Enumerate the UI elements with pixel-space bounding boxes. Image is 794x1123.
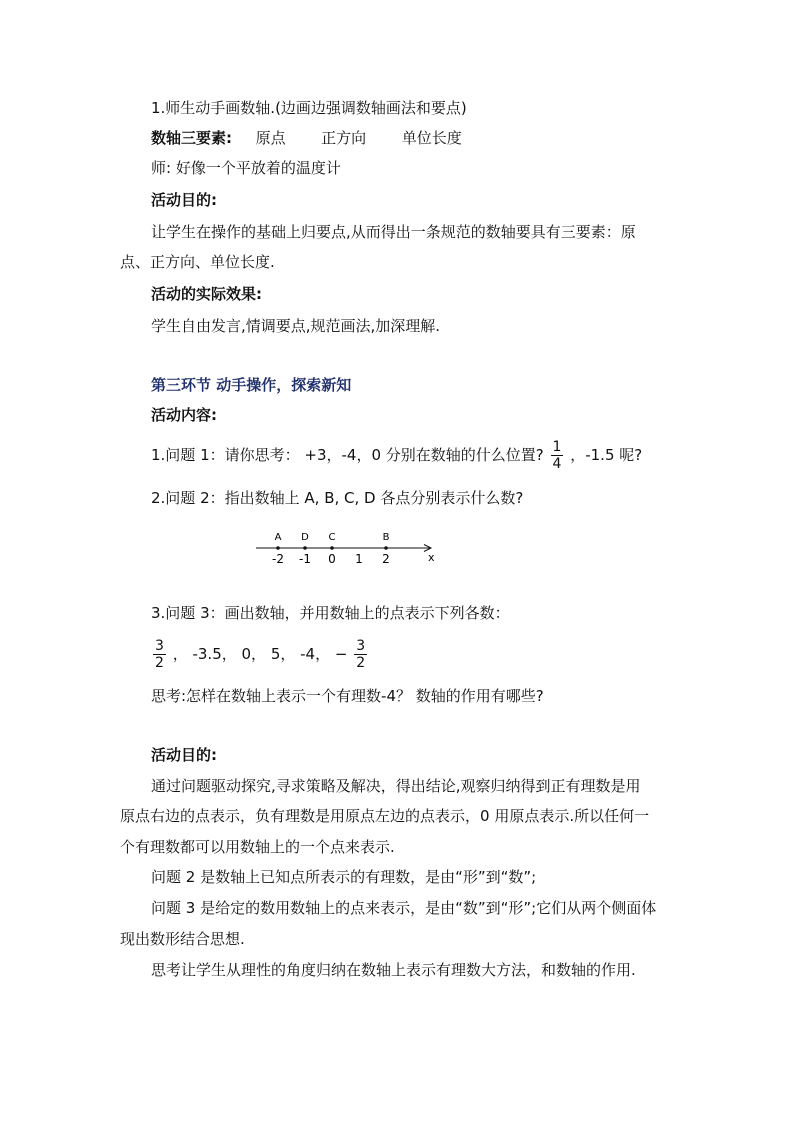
purpose-text-3: 问题 2 是数轴上已知点所表示的有理数，是由“形”到“数”; — [151, 868, 537, 886]
axis-label-x: x — [428, 551, 435, 564]
line-draw-axis: 1.师生动手画数轴.(边画边强调数轴画法和要点) — [151, 99, 467, 117]
element-unit: 单位长度 — [401, 129, 462, 147]
tick-label: 1 — [355, 552, 363, 566]
tick-label: -1 — [299, 552, 311, 566]
purpose-text-2c: 个有理数都可以用数轴上的一个点来表示. — [120, 838, 395, 856]
purpose-text-2a: 通过问题驱动探究,寻求策略及解决，得出结论,观察归纳得到正有理数是用 — [151, 777, 641, 795]
actual-effect-label: 活动的实际效果: — [151, 285, 262, 303]
fraction-numerator: 1 — [552, 439, 562, 455]
think-question: 思考:怎样在数轴上表示一个有理数-4？ 数轴的作用有哪些? — [151, 687, 544, 705]
purpose-text-1a: 让学生在操作的基础上归要点,从而得出一条规范的数轴要具有三要素：原 — [151, 223, 636, 241]
element-origin: 原点 — [255, 129, 286, 147]
point-label: C — [328, 532, 336, 543]
question-1-text: 1.问题 1：请你思考： +3，-4，0 分别在数轴的什么位置? — [151, 446, 544, 464]
activity-content-label: 活动内容: — [151, 406, 217, 424]
question-1-tail: ，-1.5 呢? — [570, 446, 643, 464]
fraction-three-halves — [153, 638, 166, 671]
element-direction: 正方向 — [321, 129, 367, 147]
axis-three-elements — [151, 128, 462, 148]
actual-effect-text: 学生自由发言,情调要点,规范画法,加深理解. — [151, 317, 441, 335]
fraction-denominator: 4 — [552, 456, 562, 472]
point-label: A — [274, 532, 282, 543]
purpose-text-4b: 现出数形结合思想. — [120, 930, 245, 948]
numbers-list — [151, 634, 369, 674]
three-elements-label: 数轴三要素: — [151, 129, 232, 147]
point-label: D — [301, 532, 309, 543]
fraction-denominator: 2 — [155, 655, 164, 671]
fraction-one-quarter — [551, 439, 564, 472]
purpose-text-1b: 点、正方向、单位长度. — [120, 253, 275, 271]
fraction-numerator: 3 — [155, 638, 164, 654]
tick-label: 2 — [382, 552, 390, 566]
numbers-list-middle: ， -3.5， 0， 5， -4， — [172, 645, 331, 663]
teacher-remark: 师: 好像一个平放着的温度计 — [151, 159, 341, 177]
point-marker — [303, 546, 307, 550]
purpose-text-4a: 问题 3 是给定的数用数轴上的点来表示，是由“数”到“形”;它们从两个侧面体 — [151, 899, 657, 917]
fraction-denominator: 2 — [356, 655, 366, 671]
negative-sign: − — [334, 645, 348, 663]
point-marker — [330, 546, 334, 550]
activity-purpose-label-2: 活动目的: — [151, 746, 217, 764]
tick-label: -2 — [272, 552, 284, 566]
fraction-three-halves-negative — [354, 638, 367, 671]
purpose-text-5: 思考让学生从理性的角度归纳在数轴上表示有理数大方法，和数轴的作用. — [151, 961, 636, 979]
point-marker — [384, 546, 388, 550]
point-marker — [276, 546, 280, 550]
purpose-text-2b: 原点右边的点表示，负有理数是用原点左边的点表示，0 用原点表示.所以任何一 — [120, 807, 650, 825]
point-label: B — [382, 532, 390, 543]
section-title: 第三环节 动手操作，探索新知 — [151, 376, 352, 394]
activity-purpose-label-1: 活动目的: — [151, 191, 217, 209]
question-2: 2.问题 2：指出数轴上 A, B, C, D 各点分别表示什么数? — [151, 489, 524, 507]
tick-label: 0 — [328, 552, 336, 566]
question-1 — [151, 436, 642, 474]
fraction-numerator: 3 — [356, 638, 366, 654]
number-line-figure — [252, 524, 452, 574]
question-3: 3.问题 3：画出数轴，并用数轴上的点表示下列各数： — [151, 604, 510, 622]
